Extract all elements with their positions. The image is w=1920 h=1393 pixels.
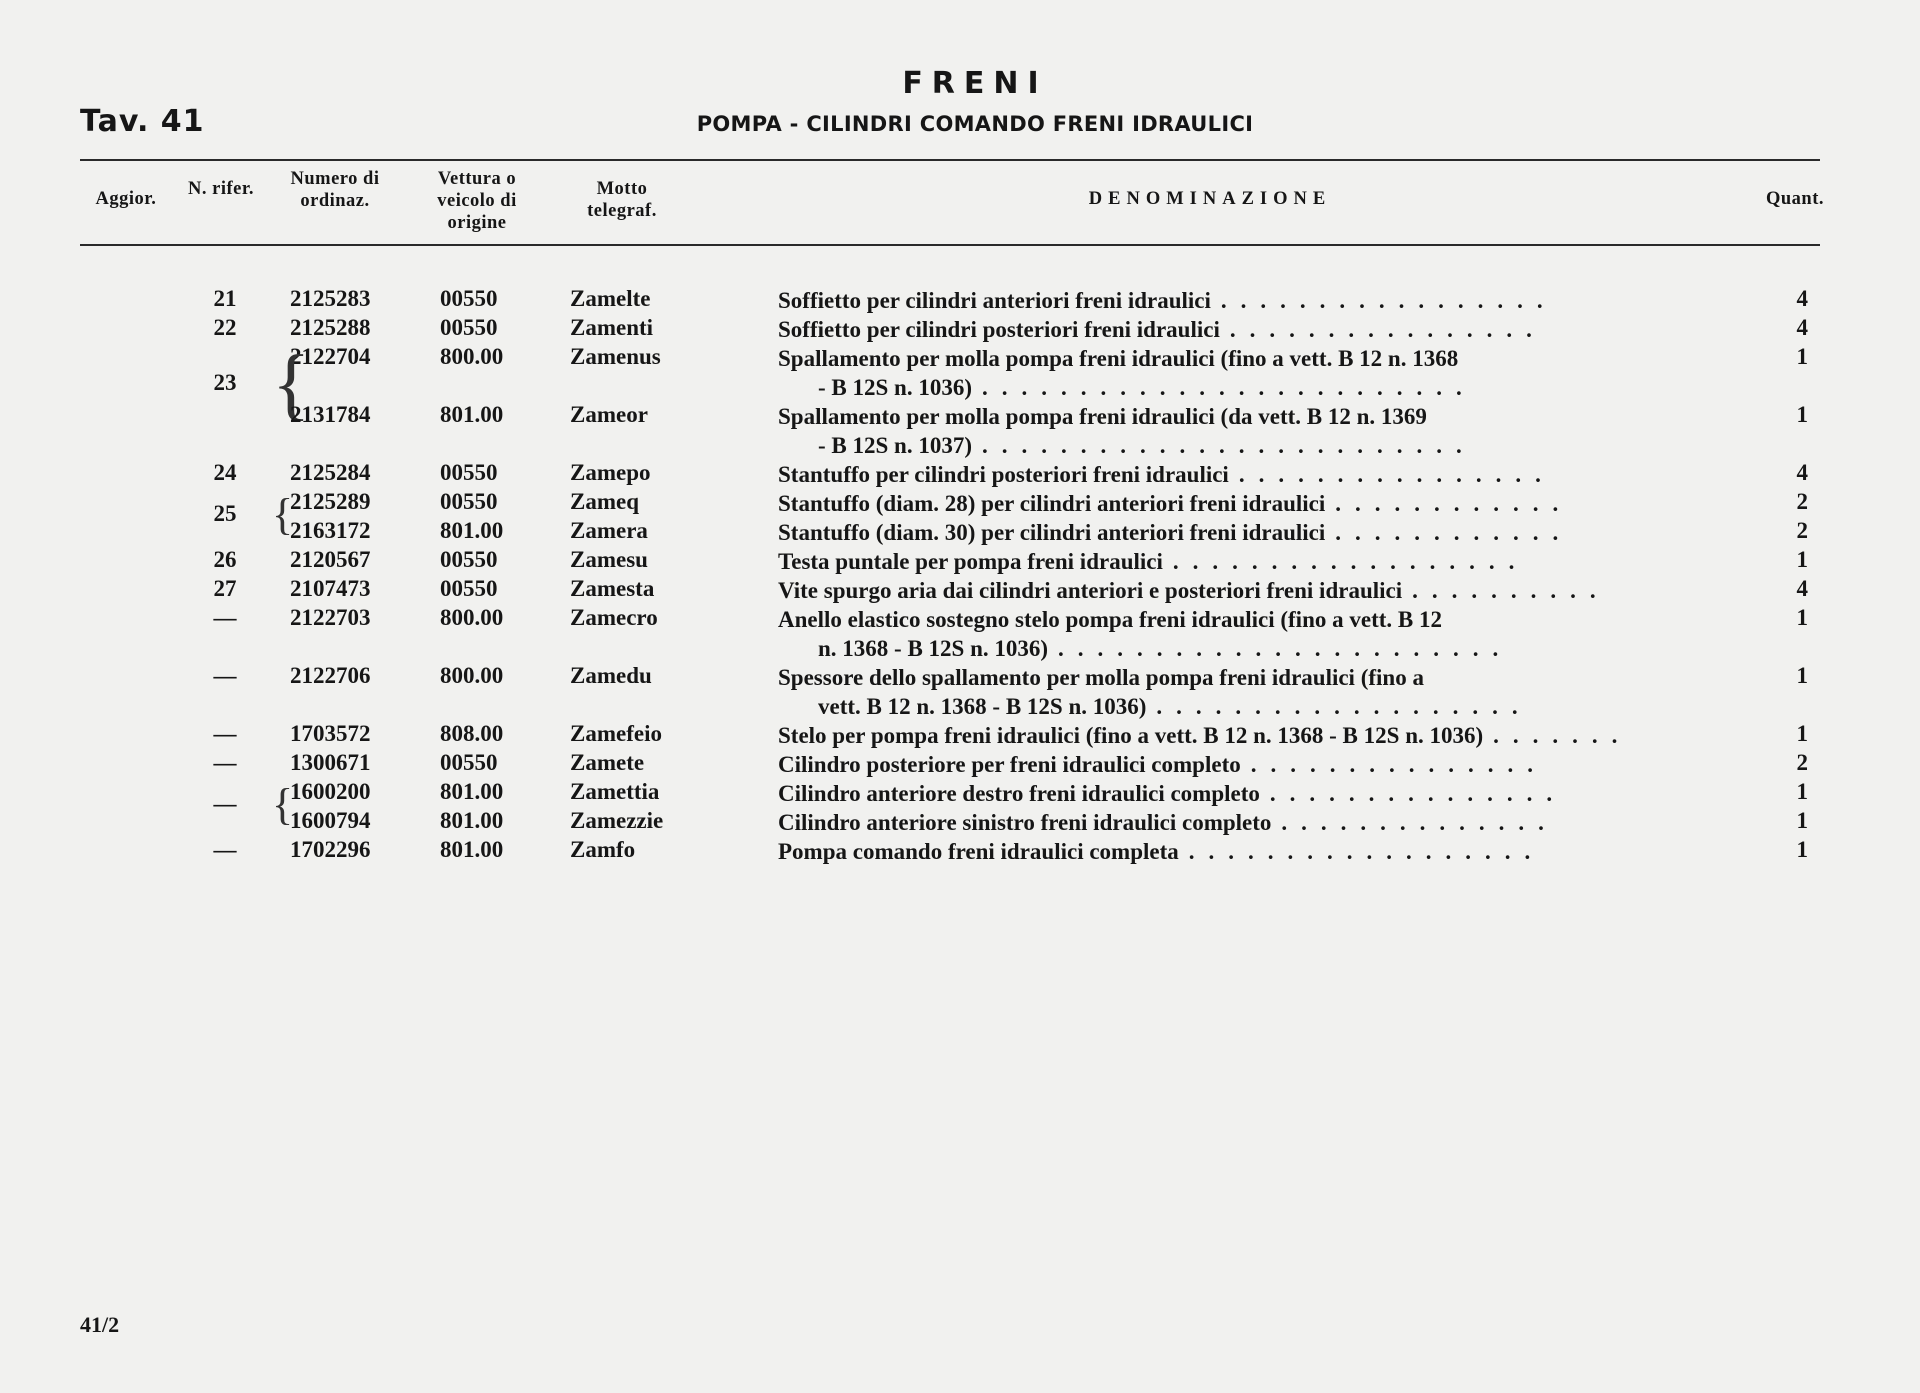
telegraph-code: Zamezzie	[570, 808, 664, 833]
denomination	[778, 315, 1742, 344]
denomination	[778, 576, 1742, 605]
table-row	[0, 605, 1920, 663]
col-header-aggior: Aggior.	[95, 189, 157, 209]
denomination-text: Soffietto per cilindri anteriori freni idraulici	[778, 288, 1221, 313]
ref-number: 21	[213, 286, 237, 311]
order-number: 2125289	[290, 489, 371, 514]
denomination	[778, 663, 1742, 721]
vehicle-origin: 801.00	[440, 808, 504, 833]
order-number: 2125283	[290, 286, 371, 311]
order-number: 2125284	[290, 460, 371, 485]
vehicle-origin: 801.00	[440, 518, 504, 543]
denomination-text-cont: - B 12S n. 1037)	[778, 431, 982, 460]
table-row	[0, 837, 1920, 866]
vehicle-origin: 801.00	[440, 837, 504, 862]
denomination	[778, 547, 1742, 576]
ref-number: 24	[213, 460, 237, 485]
telegraph-code: Zamenus	[570, 344, 661, 369]
telegraph-code: Zamefeio	[570, 721, 662, 746]
group-brace: {	[272, 490, 294, 539]
col-header-vettura: Vettura o veicolo di origine	[437, 169, 517, 233]
order-number: 1702296	[290, 837, 371, 862]
dot-leader: ................	[1229, 317, 1546, 342]
vehicle-origin: 800.00	[440, 663, 504, 688]
quantity: 4	[1796, 286, 1808, 311]
ref-number: —	[213, 663, 237, 688]
dot-leader: ............	[1335, 491, 1573, 516]
quantity: 1	[1796, 837, 1808, 862]
header-bottom-rule	[80, 244, 1820, 246]
telegraph-code: Zamepo	[570, 460, 651, 485]
dot-leader: .................	[1220, 288, 1557, 313]
group-brace: {	[272, 780, 294, 829]
denomination-text: Spessore dello spallamento per molla pompa freni idraulici (fino a	[778, 665, 1424, 690]
vehicle-origin: 00550	[440, 489, 498, 514]
order-number: 1600794	[290, 808, 371, 833]
vehicle-origin: 801.00	[440, 779, 504, 804]
table-row	[0, 547, 1920, 576]
denomination-text: Spallamento per molla pompa freni idraulici (fino a vett. B 12 n. 1368	[778, 346, 1459, 371]
vehicle-origin: 00550	[440, 460, 498, 485]
table-number: Tav. 41	[80, 104, 205, 139]
denomination-text-cont: - B 12S n. 1036)	[778, 373, 982, 402]
denomination-text: Stantuffo (diam. 28) per cilindri anteriori freni idraulici	[778, 491, 1335, 516]
page-number: 41/2	[80, 1312, 120, 1337]
order-number: 2122706	[290, 663, 371, 688]
vehicle-origin: 00550	[440, 315, 498, 340]
order-number: 2125288	[290, 315, 371, 340]
dot-leader: ..................	[1188, 839, 1545, 864]
quantity: 4	[1796, 576, 1808, 601]
denomination	[778, 808, 1742, 837]
denomination	[778, 344, 1742, 402]
ref-number: —	[213, 750, 237, 775]
denomination-text-cont: n. 1368 - B 12S n. 1036)	[778, 634, 1058, 663]
denomination-text: Cilindro posteriore per freni idraulici completo	[778, 752, 1251, 777]
denomination-text: Anello elastico sostegno stelo pompa freni idraulici (fino a vett. B 12	[778, 607, 1442, 632]
denomination-text: Stantuffo (diam. 30) per cilindri anteriori freni idraulici	[778, 520, 1335, 545]
quantity: 4	[1796, 460, 1808, 485]
dot-leader: ............	[1335, 520, 1573, 545]
quantity: 1	[1796, 344, 1808, 369]
denomination-text: Soffietto per cilindri posteriori freni idraulici	[778, 317, 1230, 342]
telegraph-code: Zamera	[570, 518, 648, 543]
ref-number: 27	[213, 576, 237, 601]
ref-number: 22	[213, 315, 237, 340]
denomination	[778, 779, 1742, 808]
denomination-text: Pompa comando freni idraulici completa	[778, 839, 1189, 864]
quantity: 1	[1796, 547, 1808, 572]
telegraph-code: Zamete	[570, 750, 645, 775]
telegraph-code: Zamettia	[570, 779, 660, 804]
ref-number: —	[213, 791, 237, 816]
ref-number: —	[213, 721, 237, 746]
telegraph-code: Zamenti	[570, 315, 654, 340]
dot-leader: ..........	[1412, 578, 1610, 603]
vehicle-origin: 00550	[440, 286, 498, 311]
denomination-text: Vite spurgo aria dai cilindri anteriori e posteriori freni idraulici	[778, 578, 1412, 603]
table-row	[0, 750, 1920, 779]
telegraph-code: Zamfo	[570, 837, 636, 862]
vehicle-origin: 800.00	[440, 344, 504, 369]
telegraph-code: Zamedu	[570, 663, 652, 688]
section-title: FRENI	[902, 66, 1048, 101]
denomination-text-cont: vett. B 12 n. 1368 - B 12S n. 1036)	[778, 692, 1156, 721]
denomination	[778, 489, 1742, 518]
quantity: 2	[1796, 489, 1808, 514]
denomination	[778, 721, 1742, 750]
denomination-text: Spallamento per molla pompa freni idraulici (da vett. B 12 n. 1369	[778, 404, 1427, 429]
col-header-nrif: N. rifer.	[188, 179, 254, 199]
dot-leader: .......	[1493, 723, 1632, 748]
table-row	[0, 402, 1920, 460]
header-top-rule	[80, 159, 1820, 161]
denomination-text: Stelo per pompa freni idraulici (fino a vett. B 12 n. 1368 - B 12S n. 1036)	[778, 723, 1493, 748]
page-subtitle: POMPA - CILINDRI COMANDO FRENI IDRAULICI	[696, 112, 1254, 136]
ref-number: 25	[213, 501, 237, 526]
quantity: 1	[1796, 779, 1808, 804]
vehicle-origin: 800.00	[440, 605, 504, 630]
ref-number: 26	[213, 547, 237, 572]
table-row	[0, 460, 1920, 489]
telegraph-code: Zamesu	[570, 547, 648, 572]
table-row	[0, 286, 1920, 315]
dot-leader: .......................	[1058, 636, 1513, 661]
denomination-text: Cilindro anteriore sinistro freni idraulici completo	[778, 810, 1281, 835]
quantity: 1	[1796, 402, 1808, 427]
quantity: 2	[1796, 518, 1808, 543]
denomination	[778, 750, 1742, 779]
denomination	[778, 286, 1742, 315]
col-header-denominazione: DENOMINAZIONE	[1088, 189, 1332, 209]
vehicle-origin: 00550	[440, 576, 498, 601]
ref-number: —	[213, 605, 237, 630]
order-number: 2163172	[290, 518, 371, 543]
telegraph-code: Zameq	[570, 489, 639, 514]
quantity: 1	[1796, 605, 1808, 630]
denomination	[778, 518, 1742, 547]
order-number: 1703572	[290, 721, 371, 746]
dot-leader: ...............	[1269, 781, 1567, 806]
quantity: 1	[1796, 808, 1808, 833]
dot-leader: ...............	[1250, 752, 1547, 777]
quantity: 1	[1796, 663, 1808, 688]
order-number: 2122704	[290, 344, 371, 369]
order-number: 2122703	[290, 605, 371, 630]
ref-number: —	[213, 837, 237, 862]
dot-leader: ...................	[1156, 694, 1532, 719]
quantity: 4	[1796, 315, 1808, 340]
order-number: 2131784	[290, 402, 371, 427]
denomination	[778, 402, 1742, 460]
parts-table	[0, 286, 1920, 866]
col-header-motto: Motto telegraf.	[587, 179, 657, 221]
col-header-numero: Numero di ordinaz.	[290, 169, 380, 211]
vehicle-origin: 801.00	[440, 402, 504, 427]
dot-leader: .........................	[982, 375, 1476, 400]
table-row	[0, 721, 1920, 750]
vehicle-origin: 00550	[440, 750, 498, 775]
denomination-text: Cilindro anteriore destro freni idraulici completo	[778, 781, 1270, 806]
order-number: 2120567	[290, 547, 371, 572]
order-number: 2107473	[290, 576, 371, 601]
order-number: 1300671	[290, 750, 371, 775]
vehicle-origin: 808.00	[440, 721, 504, 746]
table-row	[0, 663, 1920, 721]
ref-number: 23	[213, 370, 237, 395]
telegraph-code: Zamesta	[570, 576, 655, 601]
dot-leader: ................	[1238, 462, 1555, 487]
quantity: 1	[1796, 721, 1808, 746]
dot-leader: .........................	[982, 433, 1476, 458]
telegraph-code: Zameor	[570, 402, 648, 427]
table-row	[0, 576, 1920, 605]
dot-leader: ..................	[1172, 549, 1529, 574]
group-brace: {	[272, 340, 311, 428]
col-header-quant: Quant.	[1765, 189, 1824, 209]
order-number: 1600200	[290, 779, 371, 804]
vehicle-origin: 00550	[440, 547, 498, 572]
telegraph-code: Zamecro	[570, 605, 658, 630]
denomination	[778, 605, 1742, 663]
denomination	[778, 837, 1742, 866]
denomination-text: Stantuffo per cilindri posteriori freni idraulici	[778, 462, 1239, 487]
telegraph-code: Zamelte	[570, 286, 651, 311]
dot-leader: ..............	[1281, 810, 1558, 835]
table-row	[0, 808, 1920, 837]
denomination-text: Testa puntale per pompa freni idraulici	[778, 549, 1173, 574]
quantity: 2	[1796, 750, 1808, 775]
table-row	[0, 518, 1920, 547]
denomination	[778, 460, 1742, 489]
